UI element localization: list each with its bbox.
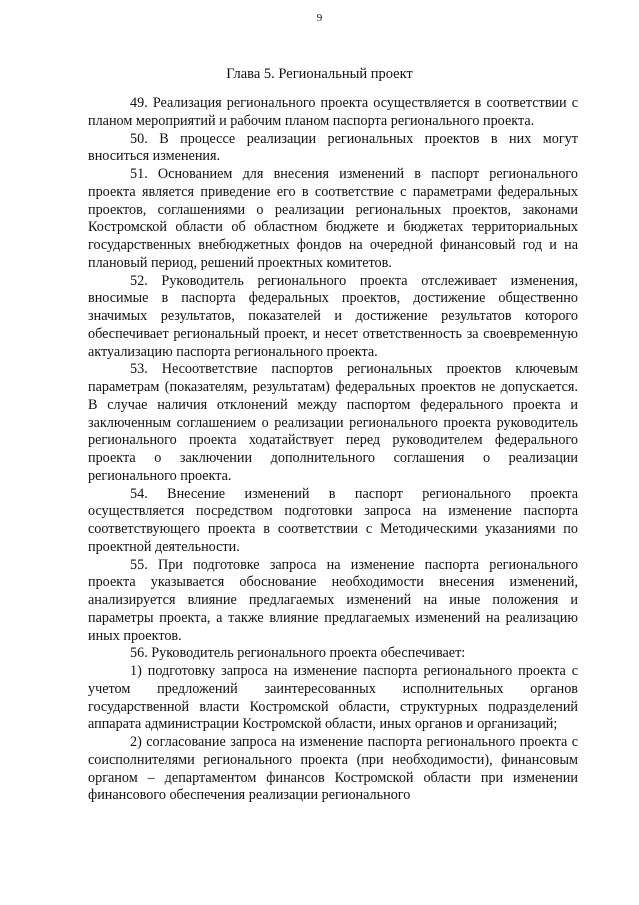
document-body [88,95,578,805]
page-number: 9 [316,12,323,24]
paragraph-55: 55. При подготовке запроса на изменение паспорта регионального проекта указывается обоснование необходимости внесения изменений, анализируется влияние предлагаемых изменений на иные положения и параметры проекта, а также влияние предлагаемых изменений на реализацию иных проектов. [88,556,578,644]
chapter-title: Глава 5. Региональный проект [226,66,413,82]
list-item-2: 2) согласование запроса на изменение паспорта регионального проекта с соисполнителями регионального проекта (при необходимости), финансовым органом – департаментом финансов Костромской области при изменении финансового обеспечения реализации регионального [88,734,578,804]
list-item-1: 1) подготовку запроса на изменение паспорта регионального проекта с учетом предложений заинтересованных исполнительных органов государственной власти Костромской области, структурных подразделений аппарата администрации Костромской области, иных органов и организаций; [88,663,578,733]
paragraph-52: 52. Руководитель регионального проекта отслеживает изменения, вносимые в паспорта федеральных проектов, достижение общественно значимых результатов, показателей и достижение результатов которого обеспечивает региональный проект, и несет ответственность за своевременную актуализацию паспорта регионального проекта. [88,272,578,360]
paragraph-53: 53. Несоответствие паспортов региональных проектов ключевым параметрам (показателям, результатам) федеральных проектов не допускается. В случае наличия отклонений между паспортом федерального проекта и заключенным соглашением о реализации регионального проекта руководитель регионального проекта ходатайствует перед руководителем федерального проекта о заключении дополнительного соглашения о реализации регионального проекта. [88,361,578,484]
paragraph-50: 50. В процессе реализации региональных проектов в них могут вноситься изменения. [88,130,578,165]
paragraph-51: 51. Основанием для внесения изменений в паспорт регионального проекта является приведение его в соответствие с параметрами федеральных проектов, соглашениями о реализации региональных проектов, законами Костромской области об областном бюджете и бюджетах территориальных государственных внебюджетных фондов на очередной финансовый год и на плановый период, решений проектных комитетов. [88,166,578,271]
paragraph-49: 49. Реализация регионального проекта осуществляется в соответствии с планом мероприятий и рабочим планом паспорта регионального проекта. [88,95,578,129]
paragraph-54: 54. Внесение изменений в паспорт регионального проекта осуществляется посредством подготовки запроса на изменение паспорта соответствующего проекта в соответствии с Методическими указаниями по проектной деятельности. [88,485,578,555]
paragraph-56: 56. Руководитель регионального проекта обеспечивает: [130,645,466,662]
